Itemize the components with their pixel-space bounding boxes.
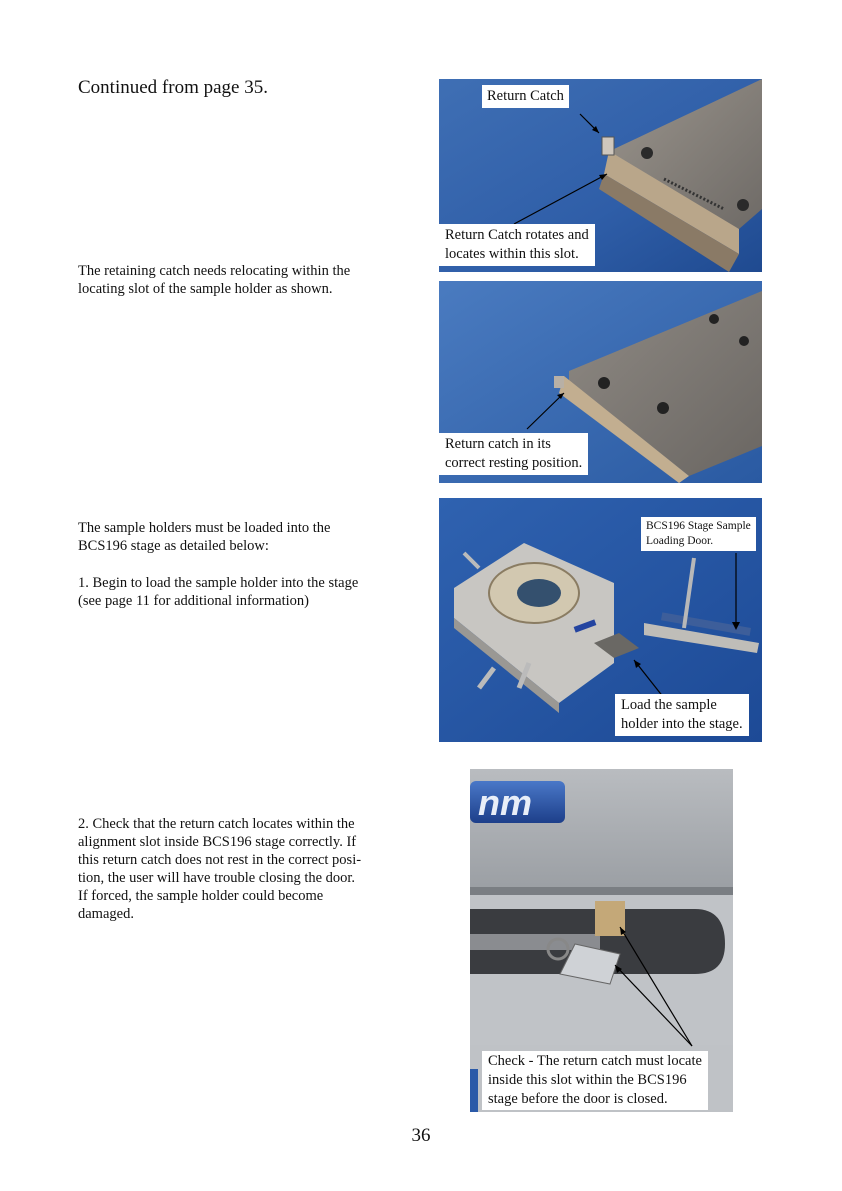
text-line: inside this slot within the BCS196 — [488, 1072, 687, 1088]
callout-loading-door — [641, 517, 756, 551]
text-line: BCS196 stage as detailed below: — [78, 538, 269, 554]
text-line: If forced, the sample holder could become — [78, 888, 324, 904]
text-line: Load the sample — [621, 697, 717, 713]
text-line: 2. Check that the return catch locates within the — [78, 816, 355, 832]
logo-text: nm — [478, 782, 532, 823]
paragraph-sample-holders — [78, 519, 330, 555]
paragraph-step-1 — [78, 574, 358, 610]
text-line: holder into the stage. — [621, 716, 743, 732]
text-line: damaged. — [78, 906, 134, 922]
text-line: tion, the user will have trouble closing the door. — [78, 870, 356, 886]
text-line: (see page 11 for additional information) — [78, 593, 309, 609]
photo-return-catch — [439, 79, 762, 272]
photo-correct-position — [439, 281, 762, 483]
text-line: correct resting position. — [445, 455, 583, 471]
callout-correct-resting — [439, 433, 588, 475]
page-number: 36 — [411, 1125, 431, 1146]
text-line: BCS196 Stage Sample — [646, 520, 751, 532]
photo-alignment-slot — [470, 769, 733, 1112]
photo-stage-loading — [439, 498, 762, 742]
page-heading: Continued from page 35. — [78, 77, 268, 98]
text-line: stage before the door is closed. — [488, 1091, 668, 1107]
callout-return-catch: Return Catch — [482, 85, 569, 108]
callout-check-return-catch — [482, 1051, 708, 1110]
paragraph-retaining-catch — [78, 262, 350, 298]
text-line: this return catch does not rest in the correct posi- — [78, 852, 362, 868]
text-line: The sample holders must be loaded into the — [78, 520, 331, 536]
callout-load-sample-holder — [615, 694, 749, 736]
text-line: Return Catch rotates and — [445, 227, 589, 243]
paragraph-step-2 — [78, 815, 361, 923]
callout-return-catch-rotates — [439, 224, 595, 266]
text-line: locates within this slot. — [445, 246, 579, 262]
text-line: 1. Begin to load the sample holder into the stage — [78, 575, 359, 591]
text-line: Check - The return catch must locate — [488, 1053, 702, 1069]
text-line: Return catch in its — [445, 436, 551, 452]
text-line: locating slot of the sample holder as shown. — [78, 281, 333, 297]
text-line: alignment slot inside BCS196 stage correctly. If — [78, 834, 357, 850]
text-line: Loading Door. — [646, 535, 714, 547]
text-line: The retaining catch needs relocating within the — [78, 263, 351, 279]
